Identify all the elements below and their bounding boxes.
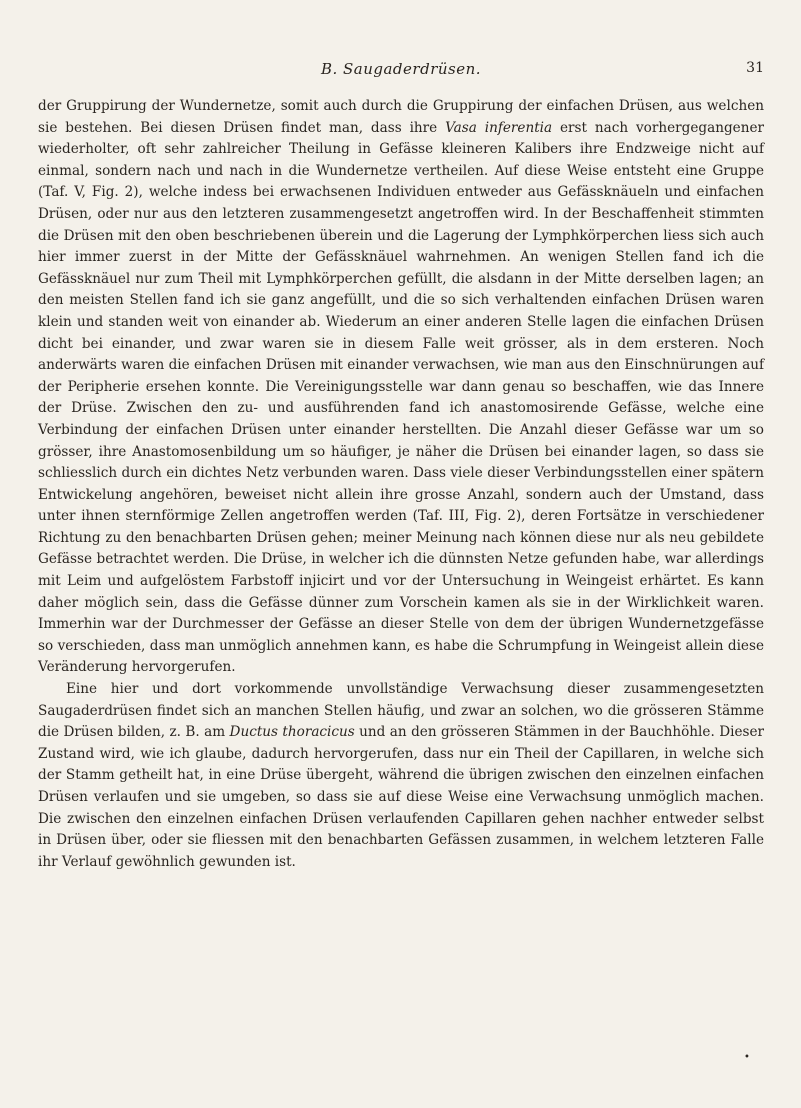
page-number: 31: [746, 60, 764, 76]
ink-speck: •: [744, 1052, 750, 1063]
paragraph-1-text-a: der Gruppirung der Wundernetze, somit auch durch die Gruppirung der einfachen Drüsen, aus welchen sie bestehen. Bei diesen Drüsen findet man, dass ihre: [38, 98, 764, 136]
term-vasa-inferentia: Vasa inferentia: [445, 119, 553, 136]
running-title: B. Saugaderdrüsen.: [320, 60, 482, 78]
body-text: [38, 96, 764, 873]
paragraph-1: [38, 96, 764, 679]
term-ductus-thoracicus: Ductus thoracicus: [229, 724, 355, 741]
paragraph-2-text-b: und an den grösseren Stämmen in der Bauchhöhle. Dieser Zustand wird, wie ich glaube, dadurch hervorgerufen, dass nur ein Theil der Capillaren, in welche sich der Stamm getheilt hat, in eine Drüse übergeht, während die übrigen zwischen den einzelnen einfachen Drüsen verlaufen und sie umgeben, so dass sie auf diese Weise eine Verwachsung unmöglich machen. Die zwischen den einzelnen einfachen Drüsen verlaufenden Capillaren gehen nachher entweder selbst in Drüsen über, oder sie fliessen mit den benachbarten Gefässen zusammen, in welchem letzteren Falle ihr Verlauf gewöhnlich gewunden ist.: [38, 724, 765, 870]
page-header: [38, 60, 764, 84]
paragraph-2: [38, 679, 764, 873]
paragraph-2-text-a: Eine hier und dort vorkommende unvollständige Verwachsung dieser zusammengesetzten Saugaderdrüsen findet sich an manchen Stellen häufig, und zwar an solchen, wo die grösseren Stämme die Drüsen bilden, z. B. am: [38, 681, 764, 741]
page: [38, 60, 764, 873]
paragraph-1-text-b: erst nach vorhergegangener wiederholter, oft sehr zahlreicher Theilung in Gefässe kleineren Kalibers ihre Endzweige nicht auf einmal, sondern nach und nach in die Wundernetze vertheilen. Auf diese Weise entsteht eine Gruppe (Taf. V, Fig. 2), welche indess bei erwachsenen Individuen entweder aus Gefässknäueln und einfachen Drüsen, oder nur aus den letzteren zusammengesetzt angetroffen wird. In der Beschaffenheit stimmten die Drüsen mit den oben beschriebenen überein und die Lagerung der Lymphkörperchen liess sich auch hier immer zuerst in der Mitte der Gefässknäuel wahrnehmen. An wenigen Stellen fand ich die Gefässknäuel nur zum Theil mit Lymphkörperchen gefüllt, die alsdann in der Mitte derselben lagen; an den meisten Stellen fand ich sie ganz angefüllt, und die so sich verhaltenden einfachen Drüsen waren klein und standen weit von einander ab. Wiederum an einer anderen Stelle lagen die einfachen Drüsen dicht bei einander, und zwar waren sie in diesem Falle weit grösser, als in dem ersteren. Noch anderwärts waren die einfachen Drüsen mit einander verwachsen, wie man aus den Einschnürungen auf der Peripherie ersehen konnte. Die Vereinigungsstelle war dann genau so beschaffen, wie das Innere der Drüse. Zwischen den zu- und ausführenden fand ich anastomosirende Gefässe, welche eine Verbindung der einfachen Drüsen unter einander herstellten. Die Anzahl dieser Gefässe war um so grösser, ihre Anastomosenbildung um so häufiger, je näher die Drüsen bei einander lagen, so dass sie schliesslich durch ein dichtes Netz verbunden waren. Dass viele dieser Verbindungsstellen einer spätern Entwickelung angehören, beweiset nicht allein ihre grosse Anzahl, sondern auch der Umstand, dass unter ihnen sternförmige Zellen angetroffen werden (Taf. III, Fig. 2), deren Fortsätze in verschiedener Richtung zu den benachbarten Drüsen gehen; meiner Meinung nach können diese nur als neu gebildete Gefässe betrachtet werden. Die Drüse, in welcher ich die dünnsten Netze gefunden habe, war allerdings mit Leim und aufgelöstem Farbstoff injicirt und vor der Untersuchung in Weingeist erhärtet. Es kann daher möglich sein, dass die Gefässe dünner zum Vorschein kamen als sie in der Wirklichkeit waren. Immerhin war der Durchmesser der Gefässe an dieser Stelle von dem der übrigen Wundernetzgefässe so verschieden, dass man unmöglich annehmen kann, es habe die Schrumpfung in Weingeist allein diese Veränderung hervorgerufen.: [38, 119, 764, 676]
